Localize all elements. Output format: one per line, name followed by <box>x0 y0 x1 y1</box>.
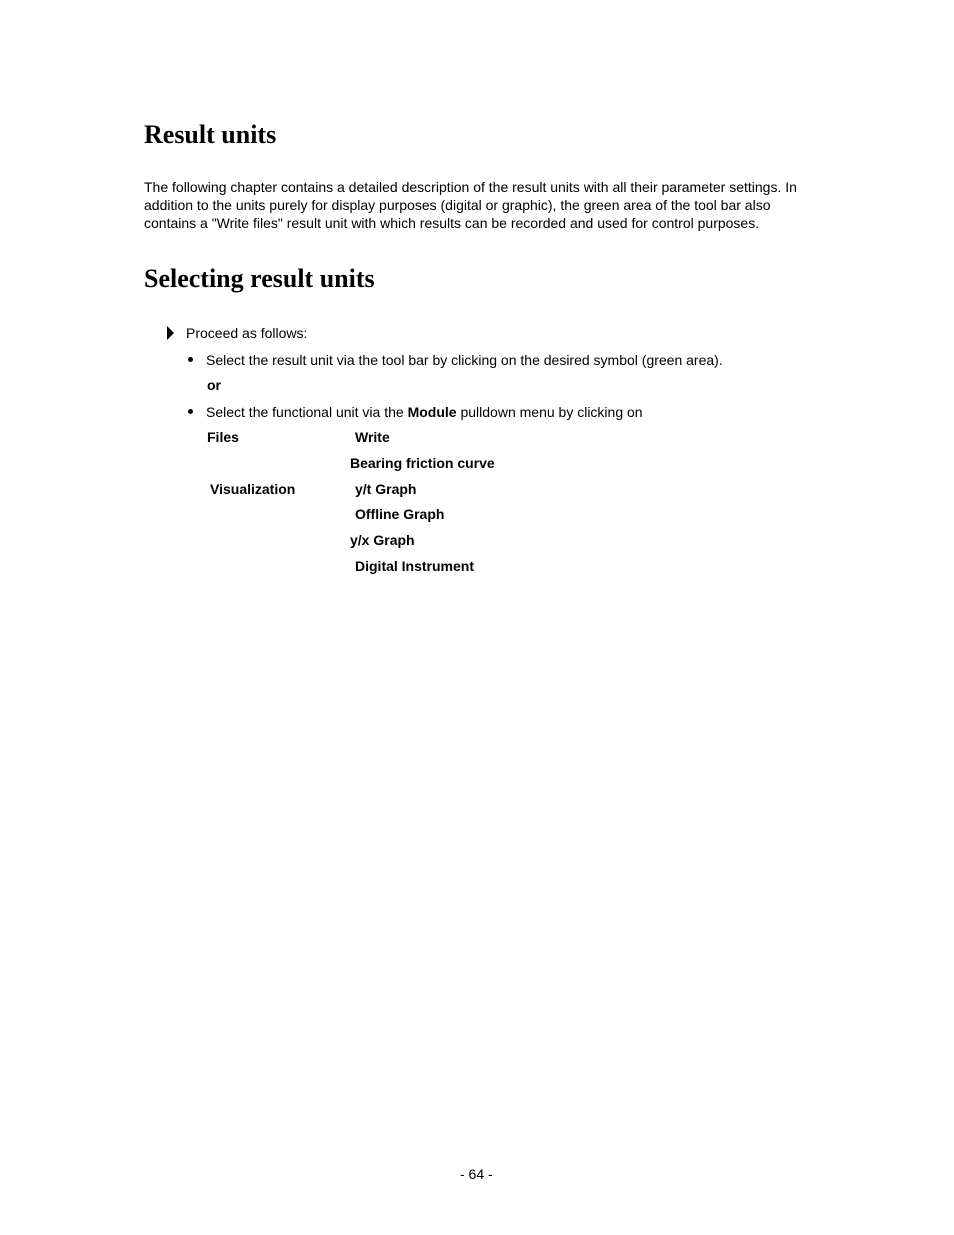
menu-item-write: Write <box>355 429 390 445</box>
arrow-right-icon <box>167 326 174 340</box>
heading-result-units: Result units <box>144 120 277 149</box>
procedure-text: Proceed as follows: <box>186 325 308 341</box>
menu-item-yx-graph: y/x Graph <box>350 532 415 548</box>
or-label: or <box>207 377 221 393</box>
menu-files-label: Files <box>207 429 239 445</box>
step-2-after: pulldown menu by clicking on <box>456 404 643 420</box>
menu-item-yt-graph: y/t Graph <box>355 481 417 497</box>
menu-visualization-label: Visualization <box>210 481 296 497</box>
step-2-before: Select the functional unit via the <box>206 404 408 420</box>
intro-paragraph: The following chapter contains a detailed description of the result units with all their parameter settings. In addition to the units purely for display purposes (digital or graphic), the green area of the tool bar also contains a "Write files" result unit with which results can be recorded and used for control purposes. <box>144 179 797 231</box>
bullet-icon <box>188 409 193 414</box>
heading-selecting-result-units: Selecting result units <box>144 264 375 293</box>
menu-item-digital-instrument: Digital Instrument <box>355 558 475 574</box>
menu-item-offline-graph: Offline Graph <box>355 506 445 522</box>
menu-item-bearing-friction-curve: Bearing friction curve <box>350 455 495 471</box>
step-2-text <box>206 403 643 421</box>
page-number: - 64 - <box>460 1166 493 1182</box>
step-1-text: Select the result unit via the tool bar by clicking on the desired symbol (green area). <box>206 352 723 368</box>
bullet-icon <box>188 357 193 362</box>
module-menu-name: Module <box>407 404 457 420</box>
